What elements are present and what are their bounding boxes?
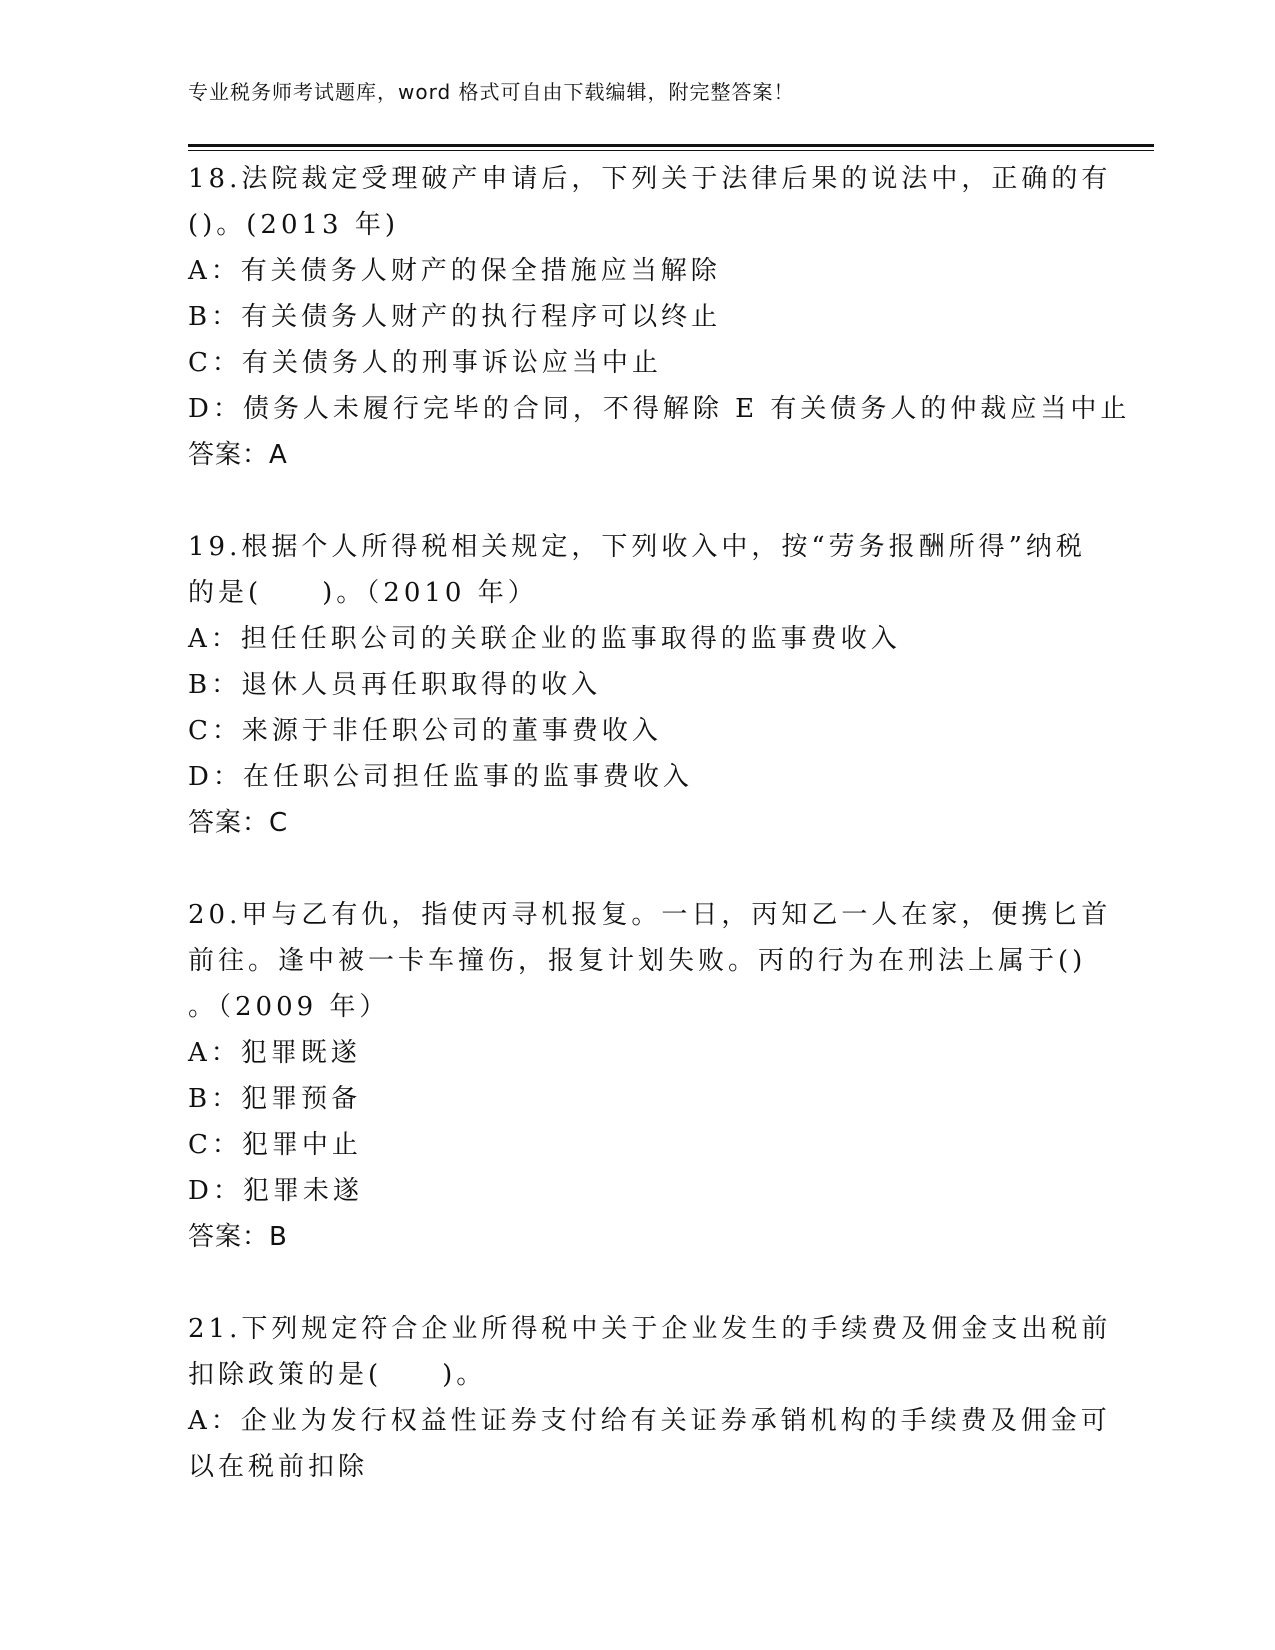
question-stem: 20.甲与乙有仇，指使丙寻机报复。一日，丙知乙一人在家，便携匕首 <box>188 900 1112 930</box>
option-a-continued: 以在税前扣除 <box>188 1452 369 1482</box>
option-a: A：担任任职公司的关联企业的监事取得的监事费收入 <box>188 624 901 654</box>
question-stem: 21.下列规定符合企业所得税中关于企业发生的手续费及佣金支出税前 <box>188 1314 1112 1344</box>
question-gap <box>188 478 1078 524</box>
question-gap <box>188 1260 1078 1306</box>
option-d: D：在任职公司担任监事的监事费收入 <box>188 762 693 792</box>
question-20 <box>188 892 1112 1260</box>
option-d: D：犯罪未遂 <box>188 1176 363 1206</box>
question-stem: 扣除政策的是( )。 <box>188 1360 487 1390</box>
question-stem: 18.法院裁定受理破产申请后，下列关于法律后果的说法中，正确的有 <box>188 164 1112 194</box>
option-a: A：犯罪既遂 <box>188 1038 361 1068</box>
option-c: C：有关债务人的刑事诉讼应当中止 <box>188 348 662 378</box>
question-stem: 前往。逢中被一卡车撞伤，报复计划失败。丙的行为在刑法上属于() <box>188 946 1087 976</box>
question-stem: 的是( )。（2010 年） <box>188 578 538 608</box>
option-b: B：有关债务人财产的执行程序可以终止 <box>188 302 722 332</box>
question-stem: 。（2009 年） <box>188 992 390 1022</box>
answer-line: 答案：A <box>188 440 288 470</box>
question-stem: 19.根据个人所得税相关规定，下列收入中，按“劳务报酬所得”纳税 <box>188 532 1086 562</box>
option-c: C：犯罪中止 <box>188 1130 362 1160</box>
question-19 <box>188 524 1086 846</box>
header-rule-thick <box>188 144 1154 147</box>
answer-line: 答案：C <box>188 808 289 838</box>
option-c: C：来源于非任职公司的董事费收入 <box>188 716 662 746</box>
option-b: B：犯罪预备 <box>188 1084 362 1114</box>
option-b: B：退休人员再任职取得的收入 <box>188 670 602 700</box>
question-list <box>188 156 1131 1490</box>
question-gap <box>188 846 1078 892</box>
header-note: 专业税务师考试题库，word 格式可自由下载编辑，附完整答案！ <box>188 80 795 104</box>
question-stem: ()。(2013 年) <box>188 210 400 240</box>
option-a: A：企业为发行权益性证券支付给有关证券承销机构的手续费及佣金可 <box>188 1406 1111 1436</box>
question-18 <box>188 156 1131 478</box>
header-rule-thin <box>188 150 1154 151</box>
answer-line: 答案：B <box>188 1222 288 1252</box>
option-a: A：有关债务人财产的保全措施应当解除 <box>188 256 721 286</box>
option-d: D：债务人未履行完毕的合同，不得解除 E 有关债务人的仲裁应当中止 <box>188 394 1131 424</box>
question-21 <box>188 1306 1112 1490</box>
